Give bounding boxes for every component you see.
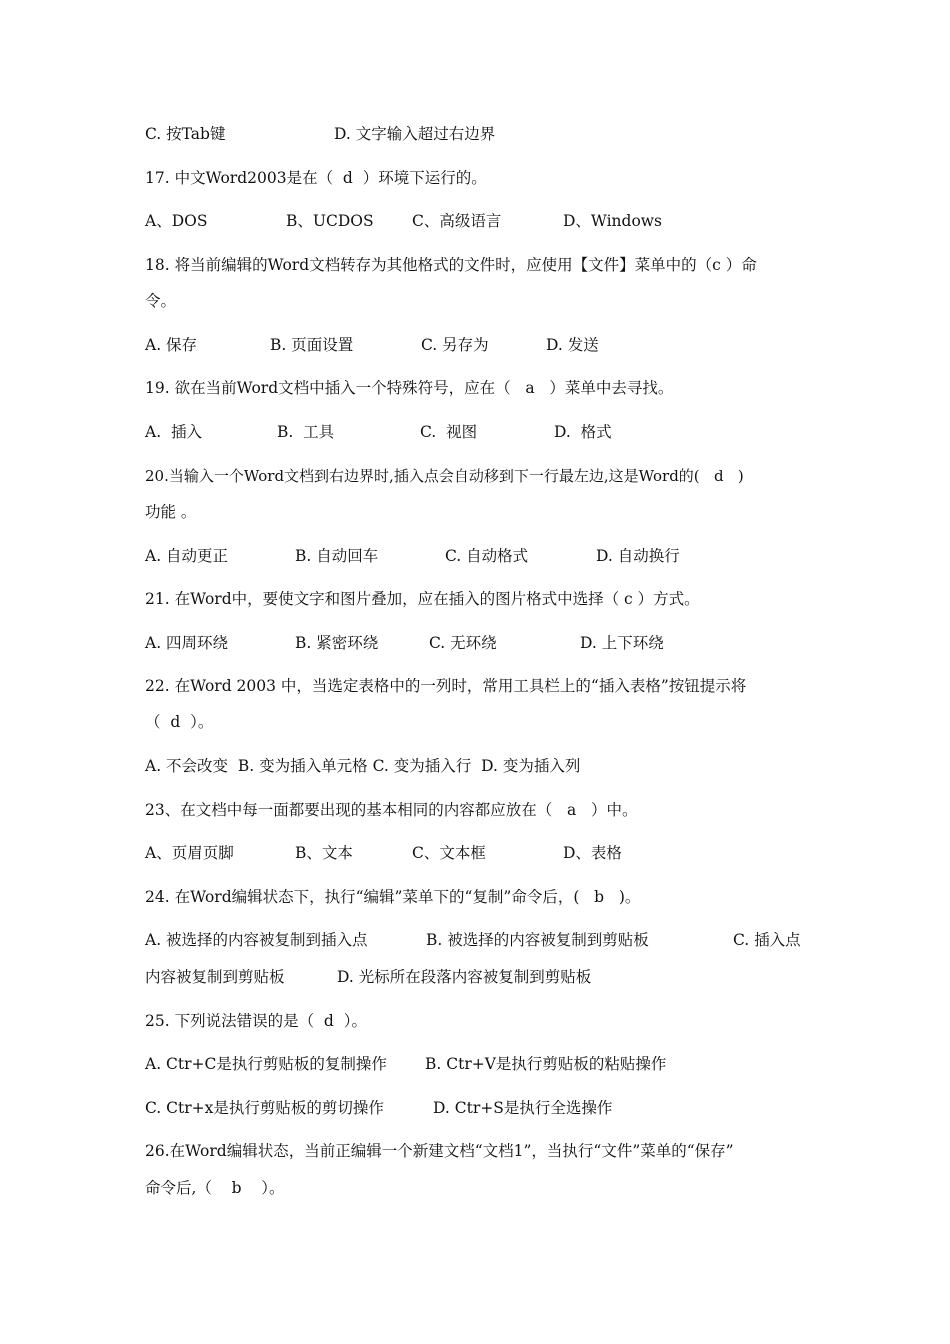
- question-23: 23、在文档中每一面都要出现的基本相同的内容都应放在（ a ）中。: [145, 801, 638, 819]
- option-d: D、Windows: [563, 212, 663, 230]
- question-22: 22. 在Word 2003 中，当选定表格中的一列时，常用工具栏上的“插入表格”按钮提示将: [145, 677, 747, 695]
- option-c: C、文本框: [412, 844, 486, 862]
- option-d: D. 文字输入超过右边界: [334, 125, 496, 143]
- question-26-continued: 命令后,（ b ）。: [145, 1179, 285, 1197]
- question-25: 25. 下列说法错误的是（ d ）。: [145, 1012, 367, 1030]
- option-d: D. 光标所在段落内容被复制到剪贴板: [337, 968, 592, 986]
- option-c: C、高级语言: [412, 212, 502, 230]
- option-d: D. 上下环绕: [580, 634, 664, 652]
- option-b: B. 工具: [277, 423, 335, 441]
- option-d: D、表格: [563, 844, 622, 862]
- option-a: A. 自动更正: [145, 547, 229, 565]
- option-a: A、页眉页脚: [145, 844, 234, 862]
- question-22-continued: （ d ）。: [145, 713, 214, 731]
- option-b: B、文本: [295, 844, 353, 862]
- option-d: D. Ctr+S是执行全选操作: [433, 1099, 613, 1117]
- option-c: C. 插入点: [733, 931, 801, 949]
- option-c: C. Ctr+x是执行剪贴板的剪切操作: [145, 1099, 384, 1117]
- option-c: C. 自动格式: [445, 547, 529, 565]
- option-c: C. 按Tab键: [145, 125, 226, 143]
- option-d: D. 格式: [554, 423, 612, 441]
- option-a: A. 保存: [145, 336, 198, 354]
- option-a: A. 四周环绕: [145, 634, 229, 652]
- question-18-continued: 令。: [145, 292, 177, 310]
- question-20-continued: 功能 。: [145, 503, 197, 521]
- question-18: 18. 将当前编辑的Word文档转存为其他格式的文件时，应使用【文件】菜单中的（c ）命: [145, 256, 757, 274]
- option-b: B. 自动回车: [295, 547, 379, 565]
- option-c-continued: 内容被复制到剪贴板: [145, 968, 285, 986]
- option-a: A. 插入: [145, 423, 202, 441]
- question-20: 20.当输入一个Word文档到右边界时,插入点会自动移到下一行最左边,这是Word的( d ): [145, 467, 744, 485]
- option-b: B、UCDOS: [286, 212, 374, 230]
- question-17: 17. 中文Word2003是在（ d ）环境下运行的。: [145, 169, 487, 187]
- option-a: A、DOS: [145, 212, 208, 230]
- option-b: B. 紧密环绕: [295, 634, 379, 652]
- question-26: 26.在Word编辑状态，当前正编辑一个新建文档“文档1”，当执行“文件”菜单的“保存”: [145, 1142, 734, 1160]
- question-19: 19. 欲在当前Word文档中插入一个特殊符号，应在（ a ）菜单中去寻找。: [145, 379, 674, 397]
- option-c: C. 另存为: [421, 336, 489, 354]
- question-24: 24. 在Word编辑状态下，执行“编辑”菜单下的“复制”命令后，( b )。: [145, 888, 641, 906]
- option-d: D. 自动换行: [596, 547, 680, 565]
- question-21: 21. 在Word中，要使文字和图片叠加，应在插入的图片格式中选择（ c ）方式。: [145, 590, 700, 608]
- option-a: A. 被选择的内容被复制到插入点: [145, 931, 368, 949]
- option-d: D. 发送: [546, 336, 599, 354]
- option-b: B. 页面设置: [270, 336, 354, 354]
- option-c: C. 无环绕: [429, 634, 497, 652]
- options-line: A. 不会改变 B. 变为插入单元格 C. 变为插入行 D. 变为插入列: [145, 757, 581, 775]
- option-b: B. Ctr+V是执行剪贴板的粘贴操作: [425, 1055, 667, 1073]
- option-a: A. Ctr+C是执行剪贴板的复制操作: [145, 1055, 387, 1073]
- option-c: C. 视图: [420, 423, 478, 441]
- option-b: B. 被选择的内容被复制到剪贴板: [426, 931, 649, 949]
